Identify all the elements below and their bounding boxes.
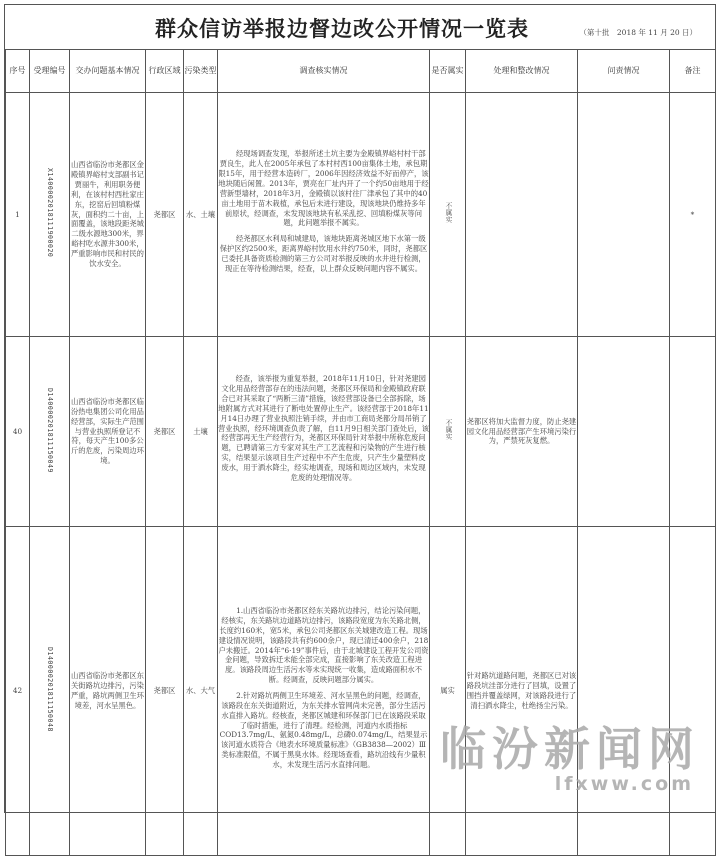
batch-date-note: （第十批 2018 年 11 月 20 日）: [579, 28, 697, 37]
row-investigation: [218, 93, 430, 337]
row-serial: 42: [6, 527, 30, 856]
row-accountability: [578, 527, 670, 856]
row-issue: 山西省临汾市尧都区临汾热电集团公司化用品经营部，实际生产范围与营业执照所登记不符，每天产生100多公斤的危废，污染周边环境。: [70, 337, 146, 527]
row-case-no: X1400002018111900020: [45, 168, 54, 258]
row-case-no-cell: [30, 337, 70, 527]
row-handling: [466, 93, 578, 337]
header-investigation: 调查核实情况: [218, 50, 430, 93]
row-region: 尧都区: [146, 93, 184, 337]
row-investigation: [218, 527, 430, 856]
table-row: [6, 527, 716, 856]
row-issue: 山西省临汾市尧都区东关街路坑边排污，污染严重，路坑两侧卫生环境差，河水呈黑色。: [70, 527, 146, 856]
row-pollution: 水、大气: [184, 527, 218, 856]
header-pollution: 污染类型: [184, 50, 218, 93]
investigation-paragraph: 经现场调查发现，举报所述土坑主要为金殿镇界峪村村干部贾良生，此人在2005年承包了本村村西100亩集体土地，承包期限15年，用于经营本造砖厂，2006年因经济效益不好而停产，该地块随后闲置。2013年，贾亮在厂址内开了一个约50亩地用于经营新型墙材，2018年3月，金殿镇以该村往厂津承包了其中的40亩土地用于苗木栽植，承包后未进行建设，现该地块仍维持多年前原状，经调查，未发现该地块有私采乱挖、回填粉煤灰等问题，此问题举报不属实。: [218, 149, 429, 228]
row-verified: 属实: [430, 527, 466, 856]
investigation-paragraph: 2.针对路坑两侧卫生环境差、河水呈黑色的问题，经调查，该路段在东关街道附近，为东关排水管网尚未完善，部分生活污水直排入路坑。经核查，尧都区城建和环保部门已在该路段采取了临时措施，进行了清理。经检测，河道内水质指标COD13.7mg/L、氨氮0.48mg/L，总磷0.074mg/L，结果显示该河道水质符合《地表水环境质量标准》（GB3838—2002）Ⅲ类标准限值，不属于黑臭水体。经现场查看，路坑沿线有少量积水，未发现生活污水直排问题。: [219, 691, 428, 769]
header-handling: 处理和整改情况: [466, 50, 578, 93]
document-sheet: [4, 4, 716, 813]
row-verified: 不属实: [443, 202, 452, 224]
row-remarks: [670, 337, 716, 527]
header-issue: 交办问题基本情况: [70, 50, 146, 93]
watermark-logo-text: 临汾新闻网: [440, 722, 700, 776]
header-serial: 序号: [6, 50, 30, 93]
row-investigation: [218, 337, 430, 527]
row-region: 尧都区: [146, 527, 184, 856]
title-row: [5, 5, 715, 50]
row-serial: 40: [6, 337, 30, 527]
row-verified: 不属实: [443, 419, 452, 441]
row-case-no: D140000201811150048: [45, 647, 54, 733]
investigation-paragraph: 经尧都区水利局和城建局，该地块距离尧城区地下水第一级保护区约2500米，距离界峪村饮用水井约750米，同时，尧都区已委托具备资质检测的第三方公司对举报反映的水井进行检测，现正在等待检测结果，经查，以上群众反映问题内容不属实。: [219, 234, 428, 273]
row-pollution: 水、土壤: [184, 93, 218, 337]
row-issue: 山西省临汾市尧都区金殿镇界峪村支部副书记贾丽牛，利用职务便利，在该村村西杜家庄东，挖窑后回填粉煤灰，面积约二十亩，上面覆盖，该地段距尧城二级水源地300米，界峪村吃水源井300米，严重影响市民和村民的饮水安全。: [70, 93, 146, 337]
row-accountability: [578, 337, 670, 527]
disclosure-table: [5, 49, 716, 856]
row-remarks: *: [670, 93, 716, 337]
header-accountability: 问责情况: [578, 50, 670, 93]
row-handling: 尧都区将加大监督力度，防止尧建园文化用品经营部产生环境污染行为，严禁死灰复燃。: [466, 337, 578, 527]
table-row: [6, 337, 716, 527]
page-title: 群众信访举报边督边改公开情况一览表: [155, 16, 529, 41]
table-row: [6, 93, 716, 337]
header-verified: 是否属实: [430, 50, 466, 93]
row-accountability: [578, 93, 670, 337]
row-region: 尧都区: [146, 337, 184, 527]
row-serial: 1: [6, 93, 30, 337]
row-case-no: D140000201811150049: [45, 387, 54, 473]
row-verified-cell: [430, 337, 466, 527]
row-case-no-cell: [30, 527, 70, 856]
row-remarks: [670, 527, 716, 856]
watermark-url: lfxww.com: [554, 773, 694, 795]
header-region: 行政区域: [146, 50, 184, 93]
header-case-no: 受理编号: [30, 50, 70, 93]
row-handling: 针对路坑道路问题，尧都区已对该路段坑洼部分进行了回填，设置了围挡并覆盖绿网，对该路段进行了清扫洒水降尘，杜绝扬尘污染。: [466, 527, 578, 856]
header-row: [6, 50, 716, 93]
row-case-no-cell: [30, 93, 70, 337]
row-verified-cell: [430, 93, 466, 337]
row-pollution: 土壤: [184, 337, 218, 527]
investigation-paragraph: 1.山西省临汾市尧都区经东关路坑边排污，结论污染问题，经核实，东关路坑边道路坑边排污，该路段宽度为东关路北侧，长度约160米，宽5米，承包公司尧都区东关城建改造工程。现场建设情况说明，该路段共有约600余户，现已清迁400余户，218户未搬迁。2014年“6·19”事件后，由于北城建设工程开发公司资金问题，导致拆迁未能全部完成，直接影响了东关改造工程进度。该路段周边生活污水等未实现统一收集，造成路面积水不断。经调查，反映问题部分属实。: [218, 606, 429, 685]
header-remarks: 备注: [670, 50, 716, 93]
investigation-paragraph: 经查，该举报为重复举报，2018年11月10日，针对尧建园文化用品经营部存在的违法问题，尧都区环保局和金殿镇政府联合已对其采取了“两断三清”措施，该经营部设备已全部拆除，场地附属方式对其进行了断电处置停止生产。该经营部于2018年11月14日办理了营业执照注销手续，并由市工商局尧都分局吊销了营业执照，经环境调查负责了解，自11月9日相关部门查处后，该经营部再无生产经营行为，尧都区环保局针对举报中所称危废问题，已聘请第三方专家对其生产工艺流程和污染物的产生进行核实，结果显示该项目生产过程中不产生危废，只产生少量塑料皮废水，用于洒水降尘，经实地调查，现场和周边区域内，未发现危废的处理情况等。: [218, 374, 429, 482]
